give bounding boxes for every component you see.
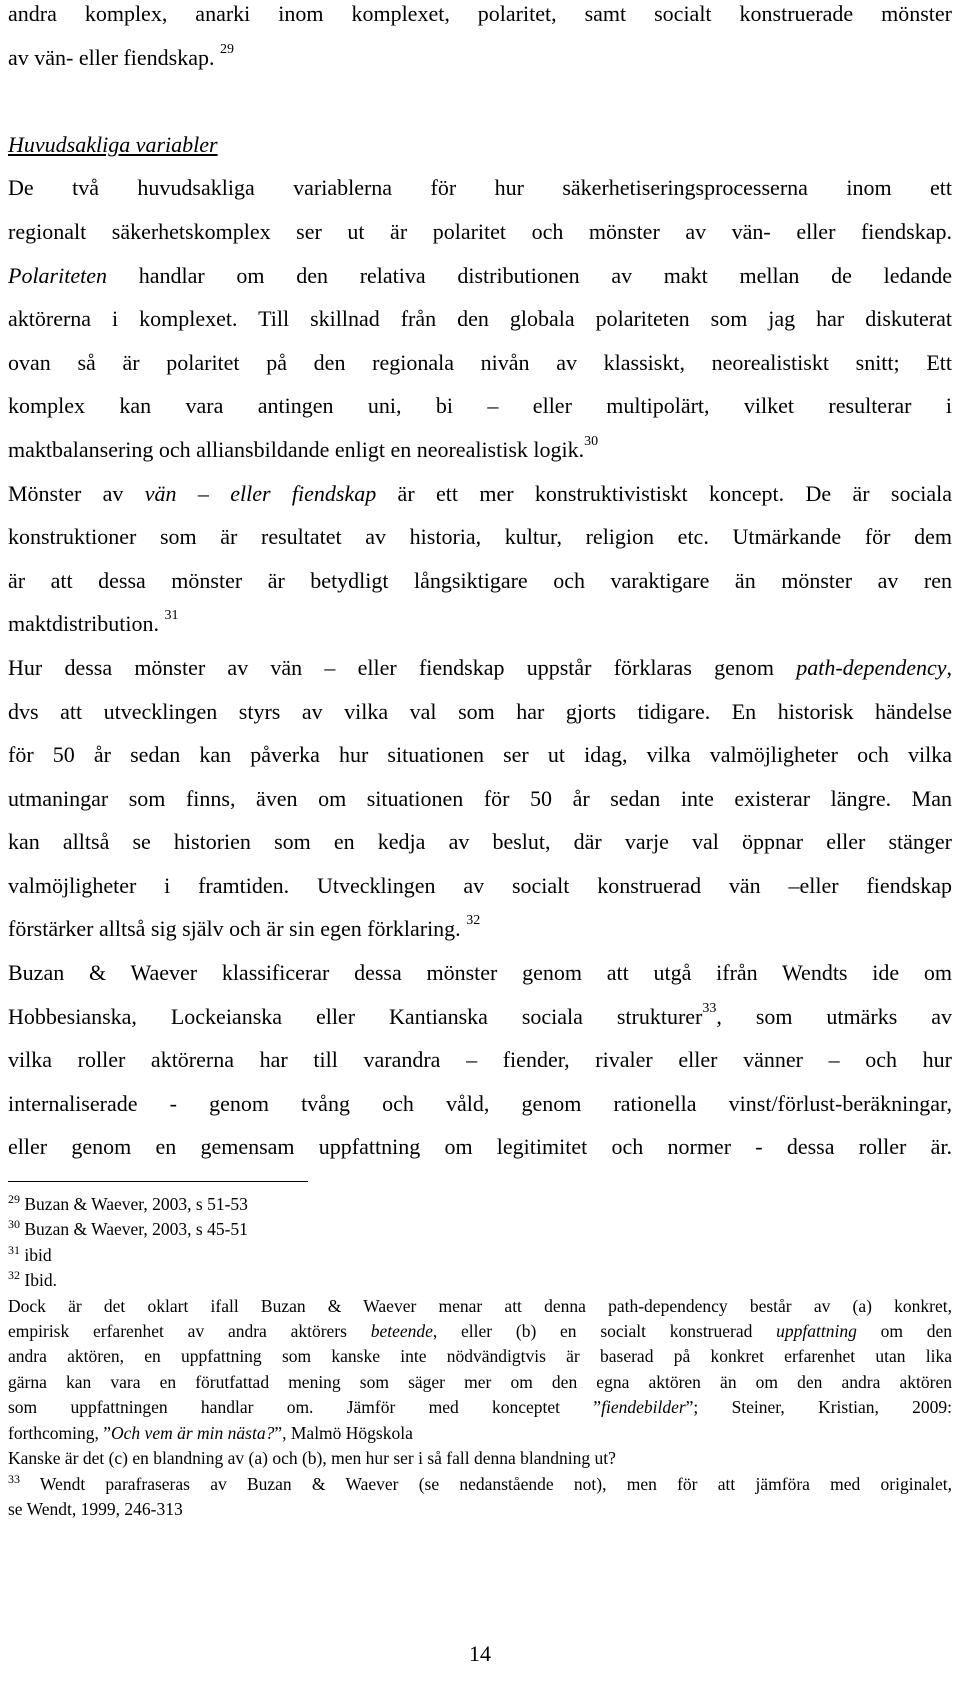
text-line: eller genom en gemensam uppfattning om legitimitet och normer - dessa roller är. xyxy=(8,1134,952,1160)
text-line: för 50 år sedan kan påverka hur situationen ser ut idag, vilka valmöjligheter och vilka xyxy=(8,742,952,768)
footnote-ref: 33 xyxy=(702,1000,717,1016)
text-line: konstruktioner som är resultatet av historia, kultur, religion etc. Utmärkande för dem xyxy=(8,524,952,550)
text-line: maktbalansering och alliansbildande enligt en neorealistisk logik.$^{30}$ xyxy=(8,434,599,462)
paragraph-patterns xyxy=(8,472,952,646)
section-heading: Huvudsakliga variabler xyxy=(8,131,218,157)
footnote-30: $^{30}$ Buzan & Waever, 2003, s 45-51 xyxy=(8,1217,248,1240)
document-page xyxy=(8,0,952,1522)
footnote-ref: 31 xyxy=(164,608,179,624)
text-line: av vän- eller fiendskap. $^{29}$ xyxy=(8,41,234,70)
footnote-text-line: gärna kan vara en förutfattad mening som säger mer om den egna aktören än om den andra aktören xyxy=(8,1371,952,1392)
text-line: andra komplex, anarki inom komplexet, polaritet, samt socialt konstruerade mönster xyxy=(8,1,952,26)
footnote-text-line: andra aktören, en uppfattning som kanske inte nödvändigtvis är baserad på konkret erfarenhet utan lika xyxy=(8,1346,952,1367)
footnote-ref: 29 xyxy=(219,41,234,57)
intro-paragraph xyxy=(8,0,952,79)
text-line: maktdistribution. $^{31}$ xyxy=(8,608,179,637)
text-line: dvs att utvecklingen styrs av vilka val som har gjorts tidigare. En historisk händelse xyxy=(8,698,952,724)
page-number: 14 xyxy=(469,1641,491,1666)
text-line: Hobbesianska, Lockeianska eller Kantianska sociala strukturer$^{33}$, som utmärks av xyxy=(8,1000,952,1029)
text-line: vilka roller aktörerna har till varandra – fiender, rivaler eller vänner – och hur xyxy=(8,1047,952,1073)
footnotes xyxy=(8,1192,952,1522)
footnote-separator xyxy=(8,1181,308,1182)
paragraph-path-dependency xyxy=(8,646,952,951)
body-text xyxy=(8,0,952,1169)
footnote-text-line: empirisk erfarenhet av andra aktörers beteende, eller (b) en socialt konstruerad uppfattning om den xyxy=(8,1321,952,1342)
footnote-text-line: som uppfattningen handlar om. Jämför med konceptet ”fiendebilder”; Steiner, Kristian, 2009: xyxy=(8,1397,952,1418)
text-line: internaliserade - genom tvång och våld, genom rationella vinst/förlust-beräkningar, xyxy=(8,1090,952,1116)
emphasis: path-dependency xyxy=(796,654,947,680)
text-line: kan alltså se historien som en kedja av beslut, där varje val öppnar eller stänger xyxy=(8,829,952,855)
text-line: aktörerna i komplexet. Till skillnad från den globala polariteten som jag har diskuterat xyxy=(8,306,952,332)
emphasis: Polariteten xyxy=(8,262,107,288)
text-line: komplex kan vara antingen uni, bi – eller multipolärt, vilket resulterar i xyxy=(8,393,952,419)
footnote-31: $^{31}$ ibid xyxy=(8,1242,52,1265)
text-line: Polariteten handlar om den relativa distributionen av makt mellan de ledande xyxy=(8,262,952,288)
text-line: valmöjligheter i framtiden. Utvecklingen av socialt konstruerad vän –eller fiendskap xyxy=(8,872,952,898)
text-line: utmaningar som finns, även om situationen för 50 år sedan inte existerar längre. Man xyxy=(8,785,952,811)
text-line: Hur dessa mönster av vän – eller fiendskap uppstår förklaras genom path-dependency, xyxy=(8,654,952,680)
text-line: Mönster av vän – eller fiendskap är ett mer konstruktivistiskt koncept. De är sociala xyxy=(8,480,953,506)
footnote-ref: 32 xyxy=(466,913,481,929)
text-line: förstärker alltså sig själv och är sin egen förklaring. $^{32}$ xyxy=(8,913,481,942)
footnote-text-line: forthcoming, ”Och vem är min nästa?”, Malmö Högskola xyxy=(8,1422,413,1443)
footnote-ref: 30 xyxy=(584,434,599,450)
text-line: Buzan & Waever klassificerar dessa mönster genom att utgå ifrån Wendts ide om xyxy=(8,960,952,986)
text-line: ovan så är polaritet på den regionala nivån av klassiskt, neorealistiskt snitt; Ett xyxy=(8,349,952,375)
footnote-32: $^{32}$ Ibid. xyxy=(8,1268,57,1291)
footnote-text-line: Kanske är det (c) en blandning av (a) och (b), men hur ser i så fall denna blandning ut? xyxy=(8,1448,616,1469)
text-line: regionalt säkerhetskomplex ser ut är polaritet och mönster av vän- eller fiendskap. xyxy=(8,218,952,244)
footnote-29: $^{29}$ Buzan & Waever, 2003, s 51-53 xyxy=(8,1191,248,1215)
footnote-33: $^{33}$ Wendt parafraseras av Buzan & Waever (se nedanstående not), men för att jämföra med originalet, xyxy=(8,1471,952,1494)
paragraph-polarity xyxy=(8,166,952,471)
footnote-text-line: se Wendt, 1999, 246-313 xyxy=(8,1498,183,1519)
paragraph-wendt xyxy=(8,951,952,1169)
footnote-text-line: Dock är det oklart ifall Buzan & Waever menar att denna path-dependency består av (a) konkret, xyxy=(8,1295,952,1316)
emphasis: vän – eller fiendskap xyxy=(144,480,377,506)
text-line: är att dessa mönster är betydligt långsiktigare och varaktigare än mönster av ren xyxy=(8,567,952,593)
text-line: De två huvudsakliga variablerna för hur säkerhetiseringsprocesserna inom ett xyxy=(8,175,952,201)
